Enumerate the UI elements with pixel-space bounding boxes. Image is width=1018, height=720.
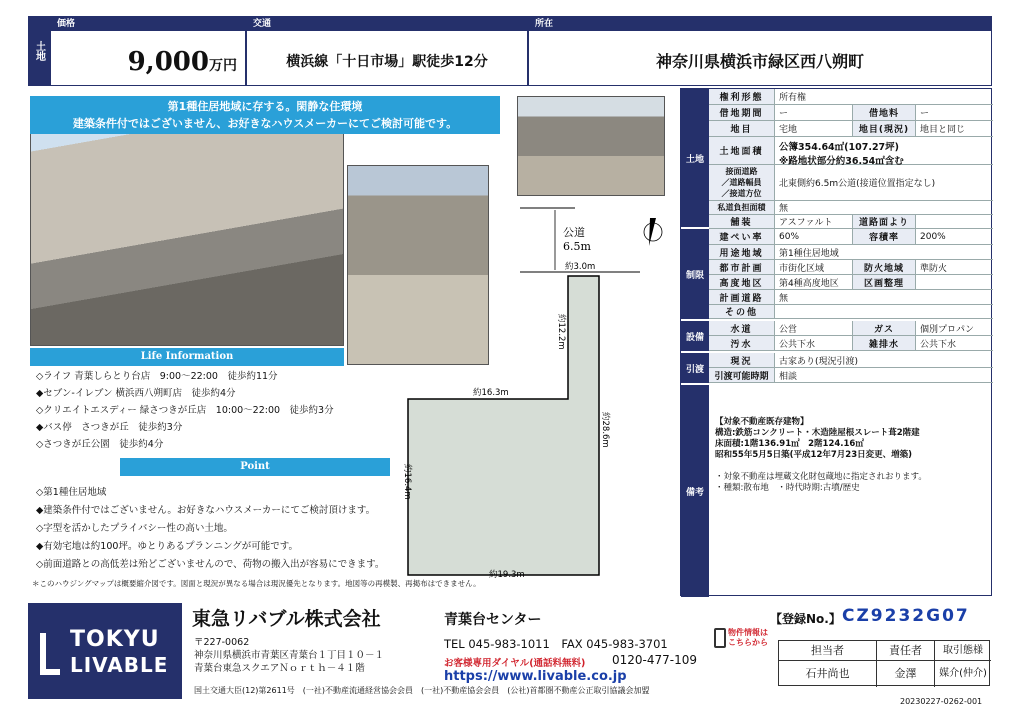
point-item: ◇前面道路との高低差は殆どございませんので、荷物の搬入出が容易にできます。 xyxy=(36,559,385,570)
v: 公営 xyxy=(779,324,798,335)
k: 汚水 xyxy=(709,336,775,350)
row-category xyxy=(709,121,993,137)
area-v2: ※路地状部分約36.54㎡含む xyxy=(779,156,904,167)
free-dial-label: お客様専用ダイヤル(通話料無料) xyxy=(444,658,586,669)
remarks-body xyxy=(715,417,991,494)
location-box xyxy=(528,16,992,86)
logo-text-2: LIVABLE xyxy=(70,653,169,677)
resp-header: 責任者 xyxy=(877,641,935,661)
dim-left-upper: 約12.2m xyxy=(556,314,566,350)
remark-line xyxy=(715,461,991,472)
point-item: ◇字型を活かしたプライバシー性の高い土地。 xyxy=(36,523,233,534)
life-info-list xyxy=(30,368,390,453)
k2: 道路面より xyxy=(852,215,916,228)
v2: 200% xyxy=(920,231,946,242)
k: 都市計画 xyxy=(709,260,775,274)
company-name: 東急リバブル株式会社 xyxy=(192,608,381,630)
mode-value: 媒介(仲介) xyxy=(939,668,987,679)
lot-shape xyxy=(408,276,599,575)
k2: 区画整理 xyxy=(852,275,916,289)
k: 建ぺい率 xyxy=(709,229,775,244)
header-side-label: 土地 xyxy=(28,16,50,86)
row-other xyxy=(709,305,993,319)
v: 第1種住居地域 xyxy=(779,248,839,259)
disclaimer-note: ＊このハウジングマップは概要縮介図です。図面と現況が異なる場合は現況優先となります。地図等の再模製、再掲布はできません。 xyxy=(32,579,481,588)
zip-code: 〒227-0062 xyxy=(194,637,250,648)
point-item: ◆有効宅地は約100坪。ゆとりあるプランニングが可能です。 xyxy=(36,541,298,552)
address-line1: 神奈川県横浜市青葉区青葉台１丁目１０－１ xyxy=(194,650,385,661)
price-unit: 万円 xyxy=(209,58,237,74)
logo-text-1: TOKYU xyxy=(70,627,160,652)
row-bcr xyxy=(709,229,993,245)
k: 現況 xyxy=(709,353,775,367)
road-width-label: 6.5m xyxy=(563,240,591,253)
resp-value: 金澤 xyxy=(877,661,935,687)
k: その他 xyxy=(709,305,775,318)
life-item: ◇クリエイトエスディー 緑さつきが丘店 10:00～22:00 徒歩約3分 xyxy=(36,405,334,416)
road-label: 公道 xyxy=(563,226,585,239)
row-private-road xyxy=(709,201,993,215)
headline-banner xyxy=(30,96,500,134)
north-arrow-icon xyxy=(644,218,662,246)
row-plan xyxy=(709,290,993,305)
limit-section-label: 制限 xyxy=(681,229,709,319)
k: 引渡可能時期 xyxy=(709,368,775,382)
v2 xyxy=(916,275,993,289)
k: 水道 xyxy=(709,321,775,335)
remark-line: 床面積:1階136.91㎡ 2階124.16㎡ xyxy=(715,439,864,449)
k: 舗装 xyxy=(709,215,775,228)
price-value-wrap xyxy=(128,47,237,77)
v: 公共下水 xyxy=(779,339,816,350)
dim-bottom: 約19.3m xyxy=(489,570,525,580)
price-label: 価格 xyxy=(51,17,245,31)
life-item: ◇ライフ 青葉しらとり台店 9:00～22:00 徒歩約11分 xyxy=(36,371,278,382)
phone-note-2: こちらから xyxy=(728,638,768,647)
point-title: Point xyxy=(120,458,390,476)
location-label: 所在 xyxy=(529,17,991,31)
spec-table xyxy=(680,88,992,596)
staff-value: 石井尚也 xyxy=(779,661,877,687)
staff-table xyxy=(778,640,990,686)
k: 私道負担面積 xyxy=(709,201,775,214)
v2: 地目と同じ xyxy=(920,125,966,135)
branch-name: 青葉台センター xyxy=(444,612,542,628)
k: 借地期間 xyxy=(709,105,775,120)
k: 用途地域 xyxy=(709,245,775,259)
remark-line: 昭和55年5月5日築(平成12年7月23日変更、増築) xyxy=(715,450,912,460)
life-item: ◇さつきが丘公園 徒歩約4分 xyxy=(36,439,164,450)
point-list xyxy=(30,484,400,574)
row-road xyxy=(709,165,993,201)
equip-section-label: 設備 xyxy=(681,321,709,351)
k: 地目 xyxy=(709,121,775,136)
k2: 防火地域 xyxy=(852,260,916,274)
remark-line: ・対象不動産は埋蔵文化財包蔵地に指定されおります。 xyxy=(715,472,927,482)
k: 計画道路 xyxy=(709,290,775,304)
remark-line: ・種類:散布地 ・時代時期:古墳/歴史 xyxy=(715,483,860,493)
dim-right: 約28.6m xyxy=(600,412,610,448)
road-k1: 接面道路 xyxy=(725,167,758,176)
point-item: ◇第1種住居地域 xyxy=(36,487,107,498)
traffic-box xyxy=(246,16,528,86)
k2: 雑排水 xyxy=(852,336,916,350)
road-k2: ／道路幅員 xyxy=(721,178,762,187)
v2: 個別プロパン xyxy=(920,324,975,335)
v: 宅地 xyxy=(779,125,798,135)
headline-line1: 第1種住居地域に存する。閑静な住環境 xyxy=(167,100,363,113)
row-water xyxy=(709,321,993,336)
website-link[interactable]: https://www.livable.co.jp xyxy=(444,669,627,684)
traffic-value: 横浜線「十日市場」駅徒歩12分 xyxy=(286,54,488,70)
v: 60% xyxy=(779,231,800,242)
row-right-type xyxy=(709,89,993,105)
smartphone-icon xyxy=(714,628,726,648)
alley-photo xyxy=(517,96,665,196)
v2 xyxy=(916,215,993,228)
dim-top: 約3.0m xyxy=(565,262,596,272)
k: 権利形態 xyxy=(709,89,775,104)
free-dial-number: 0120-477-109 xyxy=(612,653,698,667)
road-k3: ／接道方位 xyxy=(721,189,762,198)
v2: ー xyxy=(920,109,930,119)
row-lease xyxy=(709,105,993,121)
v: 古家あり(現況引渡) xyxy=(779,356,859,367)
v: 無 xyxy=(779,293,789,304)
v2: 公共下水 xyxy=(920,339,957,350)
traffic-label: 交通 xyxy=(247,17,527,31)
headline-line2: 建築条件付ではございません、お好きなハウスメーカーにてご検討可能です。 xyxy=(72,117,458,130)
staff-header: 担当者 xyxy=(779,641,877,661)
row-pavement xyxy=(709,215,993,229)
land-section-label: 土地 xyxy=(681,89,709,227)
life-item: ◆セブン-イレブン 横浜西八朔町店 徒歩約4分 xyxy=(36,388,236,399)
price-box xyxy=(50,16,246,86)
price-value: 9,000 xyxy=(127,47,209,77)
k2: 容積率 xyxy=(852,229,916,244)
life-item: ◆バス停 さつきが丘 徒歩約3分 xyxy=(36,422,183,433)
v xyxy=(775,305,993,318)
logo-mark-icon xyxy=(40,633,60,675)
handover-section-label: 引渡 xyxy=(681,353,709,383)
remark-line: 構造:鉄筋コンクリート・木造陸屋根スレート葺2階建 xyxy=(715,428,920,438)
tokyu-livable-logo xyxy=(28,603,182,699)
remark-line: 【対象不動産既存建物】 xyxy=(715,417,809,427)
k xyxy=(709,165,775,200)
mode-header: 取引態様 xyxy=(935,641,991,661)
v xyxy=(775,137,993,167)
row-mode xyxy=(709,368,993,383)
row-height xyxy=(709,275,993,290)
registration-number: CZ9232G07 xyxy=(842,606,970,626)
row-city xyxy=(709,260,993,275)
point-item: ◆建築条件付ではございません。お好きなハウスメーカーにてご検討頂けます。 xyxy=(36,505,376,516)
k: 土地面積 xyxy=(709,137,775,164)
v: 無 xyxy=(779,204,789,214)
life-info-title: Life Information xyxy=(30,348,344,366)
area-v1: 公簿354.64㎡(107.27坪) xyxy=(779,142,900,153)
row-zone xyxy=(709,245,993,260)
dim-left-lower: 約16.4m xyxy=(402,464,412,500)
plot-plan xyxy=(395,196,680,581)
v: ー xyxy=(779,109,789,119)
k2: 借地料 xyxy=(852,105,916,120)
row-sewage xyxy=(709,336,993,351)
v2: 準防火 xyxy=(920,263,948,274)
doc-id: 20230227-0262-001 xyxy=(900,697,983,706)
address-line2: 青葉台東急スクエアＮｏｒｔｈ－４１階 xyxy=(194,663,365,674)
v: 北東側約6.5m公道(接道位置指定なし) xyxy=(779,179,936,189)
k: 高度地区 xyxy=(709,275,775,289)
dim-mid: 約16.3m xyxy=(473,388,509,398)
phone-note-1: 物件情報は xyxy=(728,628,768,637)
k2: ガス xyxy=(852,321,916,335)
v: アスファルト xyxy=(779,218,833,228)
location-value: 神奈川県横浜市緑区西八朔町 xyxy=(655,52,864,71)
v: 第4種高度地区 xyxy=(779,278,839,289)
row-status xyxy=(709,353,993,368)
v: 市街化区域 xyxy=(779,263,825,274)
remarks-section-label: 備考 xyxy=(681,385,709,597)
k2: 地目(現況) xyxy=(852,121,916,136)
tel-fax: TEL 045-983-1011 FAX 045-983-3701 xyxy=(444,637,668,651)
row-area xyxy=(709,137,993,165)
license-line: 国土交通大臣(12)第2611号 (一社)不動産流通経営協会会員 (一社)不動産協会会員 (公社)首都圏不動産公正取引協議会加盟 xyxy=(194,686,650,695)
v: 相談 xyxy=(779,371,798,382)
v: 所有権 xyxy=(779,93,807,103)
registration-label: 【登録No.】 xyxy=(770,612,841,626)
phone-note xyxy=(728,628,768,648)
